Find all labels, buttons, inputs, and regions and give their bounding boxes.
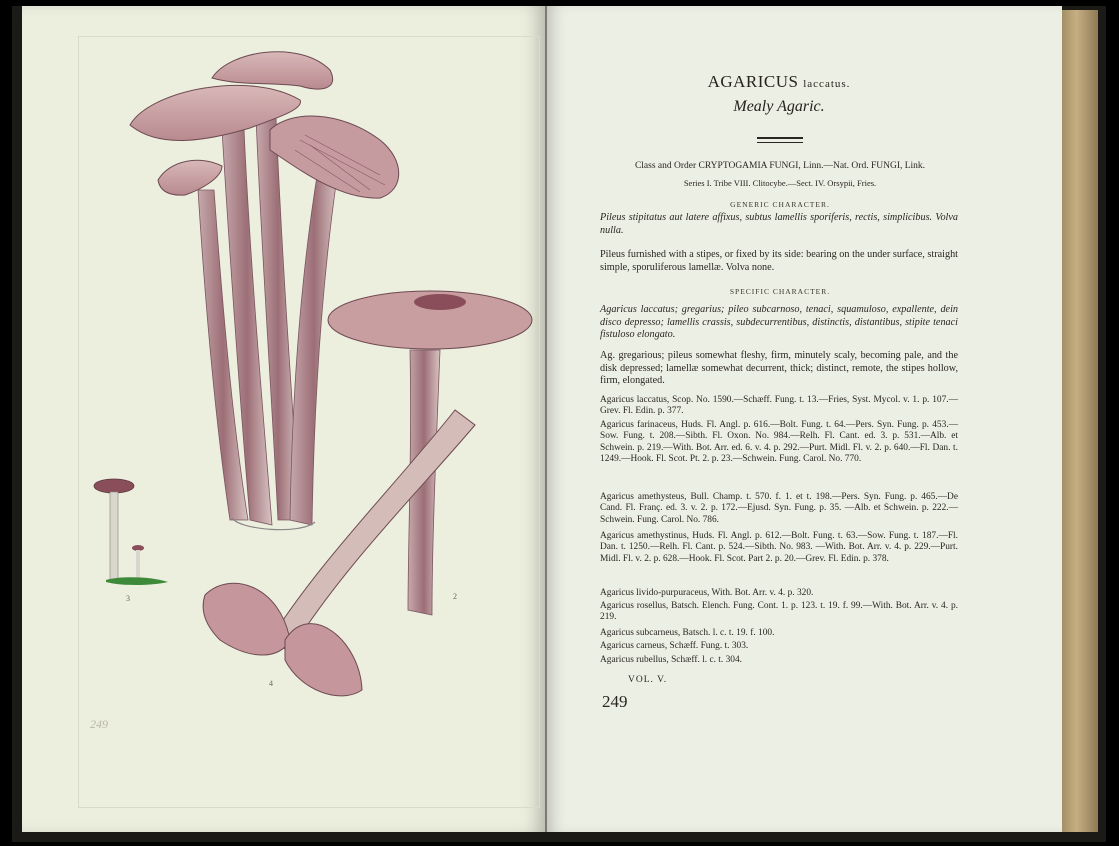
- synonym-entry: Agaricus amethystinus, Huds. Fl. Angl. p. 612.—Bolt. Fung. t. 63.—Sow. Fung. t. 187.—Fl. Dan. t. 1250.—Relh. Fl. Cant. p. 524.—Sibth. No. 983. —With. Bot. Arr. v. 4. p. 229.—Purt. Midl. Fl. v. 2. p. 628.—Hook. Fl. Scot. Part 2. p. 20.—Grev. Fl. Edin. p. 378.: [600, 531, 958, 564]
- synonym-entry: Agaricus rosellus, Batsch. Elench. Fung. Cont. 1. p. 123. t. 19. f. 99.—With. Bot. Arr. v. 4. p. 219.: [600, 601, 958, 623]
- figure-label: 3: [126, 594, 130, 603]
- title-genus: AGARICUS: [707, 72, 799, 91]
- title-rule: [757, 142, 803, 143]
- volume-label: VOL. V.: [628, 675, 668, 685]
- synonym-entry: Agaricus farinaceus, Huds. Fl. Angl. p. 616.—Bolt. Fung. t. 64.—Pers. Syn. Fung. p. 453.—Sow. Fung. t. 208.—Sibth. Fl. Oxon. No. 984.—Relh. Fl. Cant. ed. 3. p. 531.—Alb. et Schwein. p. 219.—With. Bot. Arr. ed. 6. v. 4. p. 292.—Purt. Midl. Fl. v. 2. p. 640.—Fl. Dan. t. 1249.—Hook. Fl. Scot. Pt. 2. p. 23.—Schwein. Fung. Carol. No. 770.: [600, 420, 958, 465]
- synonym-entry: Agaricus amethysteus, Bull. Champ. t. 570. f. 1. et t. 198.—Pers. Syn. Fung. p. 465.—De Cand. Fl. Franç. ed. 3. v. 2. p. 172.—Ejusd. Syn. Fung. p. 35. —Alb. et Schwein. p. 222.—Schwein. Fung. Carol. No. 786.: [600, 492, 958, 525]
- specific-english: Ag. gregarious; pileus somewhat fleshy, firm, minutely scaly, becoming pale, and the disk depressed; lamellæ somewhat decurrent, thick; distinct, remote, the stipes hollow, firm, elongated.: [600, 350, 958, 387]
- small-mushroom-cap: [94, 479, 134, 493]
- figure-label: 4: [269, 679, 273, 688]
- synonym-entry: Agaricus rubellus, Schæff. l. c. t. 304.: [600, 655, 742, 665]
- mushroom-section-gills: [203, 583, 290, 655]
- generic-latin: Pileus stipitatus aut latere affixus, subtus lamellis sporiferis, rectis, simplicibus. Volva nulla.: [600, 212, 958, 236]
- mushroom-cap: [212, 52, 333, 89]
- small-mushroom-stem: [110, 492, 118, 580]
- generic-english: Pileus furnished with a stipes, or fixed by its side: bearing on the under surface, straight simple, sporuliferous lamellæ. Volva none.: [600, 249, 958, 273]
- cap-center: [414, 294, 466, 310]
- section-heading: SPECIFIC CHARACTER.: [729, 287, 831, 296]
- classification-line: Class and Order CRYPTOGAMIA FUNGI, Linn.—Nat. Ord. FUNGI, Link.: [634, 161, 926, 171]
- synonym-entry: Agaricus livido-purpuraceus, With. Bot. Arr. v. 4. p. 320.: [600, 588, 814, 598]
- plate-number: 249: [90, 717, 108, 731]
- page-number: 249: [602, 692, 628, 711]
- classification-line: Series I. Tribe VIII. Clitocybe.—Sect. IV. Orsypii, Fries.: [683, 178, 877, 188]
- mushroom-section-gills: [285, 624, 362, 696]
- grass-tuft: [106, 577, 168, 585]
- specific-latin: Agaricus laccatus; gregarius; pileo subcarnoso, tenaci, squamuloso, expallente, dein disco depresso; lamellis crassis, subdecurrentibus, distinctis, distantibus, stipite tenaci fistuloso elongato.: [600, 304, 958, 341]
- mushroom-gills-cap: [270, 116, 399, 198]
- section-heading: GENERIC CHARACTER.: [730, 200, 830, 209]
- page-subtitle: Mealy Agaric.: [733, 98, 825, 115]
- small-mushroom-stem: [136, 550, 140, 580]
- figure-label: 2: [453, 592, 457, 601]
- page-title: [600, 72, 958, 92]
- synonym-entry: Agaricus subcarneus, Batsch. l. c. t. 19. f. 100.: [600, 628, 775, 638]
- synonym-entry: Agaricus laccatus, Scop. No. 1590.—Schæff. Fung. t. 13.—Fries, Syst. Mycol. v. 1. p. 107.—Grev. Fl. Edin. p. 377.: [600, 395, 958, 417]
- synonym-entry: Agaricus carneus, Schæff. Fung. t. 303.: [600, 641, 749, 651]
- title-species: laccatus.: [803, 78, 851, 90]
- mushroom-stem: [290, 170, 338, 525]
- title-rule: [757, 137, 803, 139]
